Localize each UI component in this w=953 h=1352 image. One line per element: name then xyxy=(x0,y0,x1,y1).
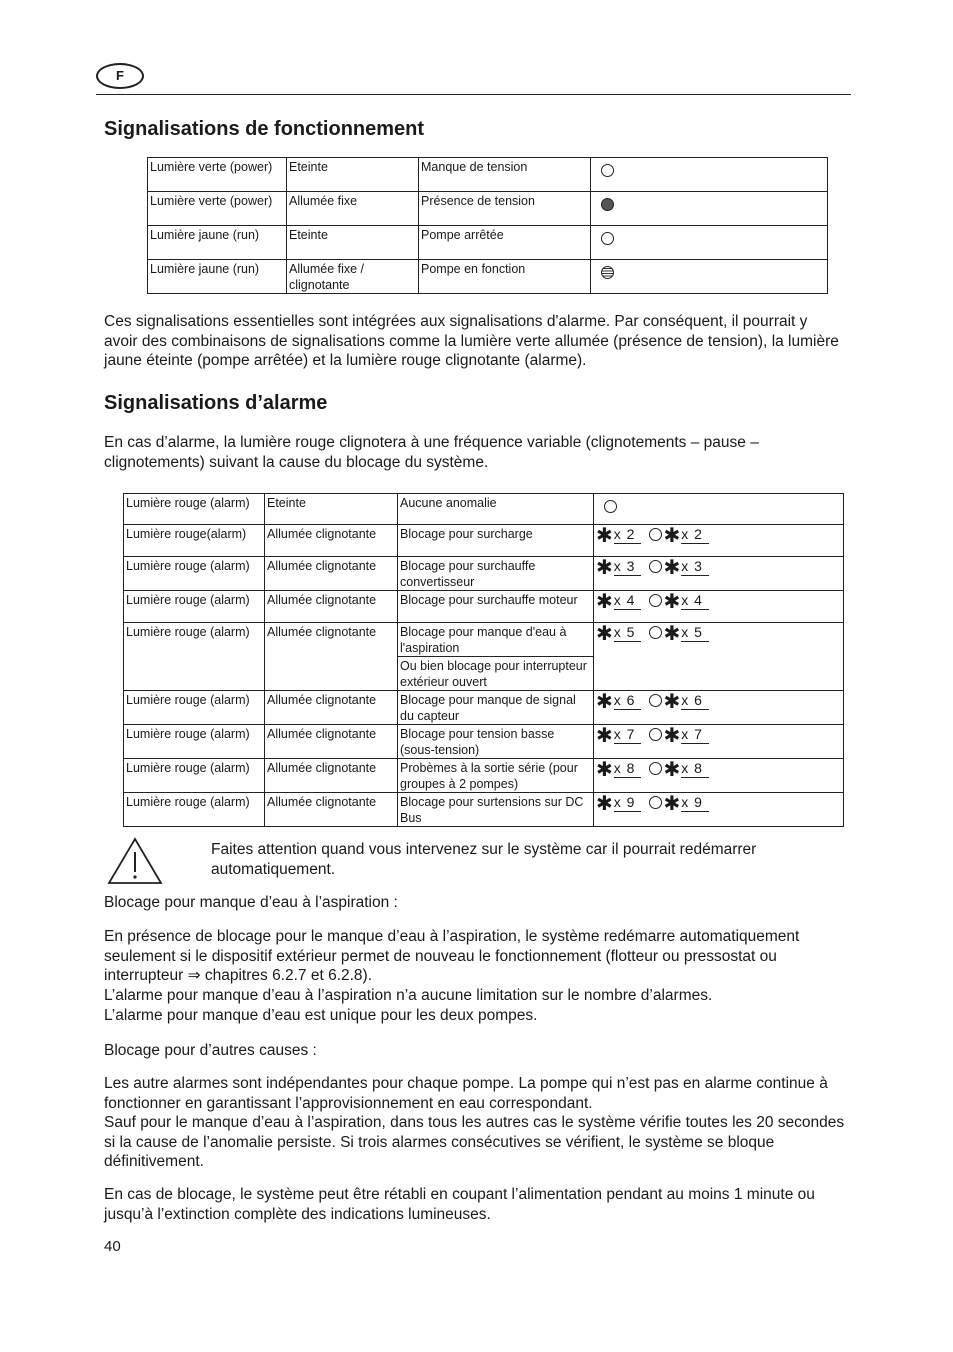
table-row xyxy=(124,557,844,591)
blinking-light-icon: ✱ xyxy=(596,758,614,781)
state-cell: Allumée fixe xyxy=(287,192,419,226)
blink-pattern xyxy=(596,792,717,815)
blink-count: x 4 xyxy=(681,593,709,610)
blink-count: x 4 xyxy=(614,593,642,610)
light-cell: Lumière verte (power) xyxy=(148,158,287,192)
alarm-intro: En cas d’alarme, la lumière rouge clignotera à une fréquence variable (clignotements – pause – clignotements) suivant la cause du blocage du système. xyxy=(104,434,759,471)
indicator-cell xyxy=(594,557,844,591)
section-title-operation: Signalisations de fonctionnement xyxy=(104,118,425,140)
blink-count: x 2 xyxy=(614,527,642,544)
state-cell: Eteinte xyxy=(265,494,398,525)
state-cell: Allumée clignotante xyxy=(265,691,398,725)
table-row xyxy=(148,226,828,260)
table-row xyxy=(148,260,828,294)
meaning-cell: Blocage pour surcharge xyxy=(398,525,594,557)
blink-count: x 6 xyxy=(681,693,709,710)
blink-count: x 7 xyxy=(614,727,642,744)
blink-count: x 7 xyxy=(681,727,709,744)
block-water-heading: Blocage pour manque d’eau à l’aspiration : xyxy=(104,894,398,911)
meaning-cell: Ou bien blocage pour interrupteur extérieur ouvert xyxy=(398,657,594,691)
filled-circle-icon xyxy=(601,198,614,211)
light-cell: Lumière rouge(alarm) xyxy=(124,525,265,557)
meaning-cell: Blocage pour manque d'eau à l'aspiration xyxy=(398,623,594,657)
meaning-cell: Blocage pour surchauffe moteur xyxy=(398,591,594,623)
light-cell: Lumière rouge (alarm) xyxy=(124,759,265,793)
blink-pattern xyxy=(596,724,717,747)
blink-count: x 3 xyxy=(614,559,642,576)
blinking-light-icon: ✱ xyxy=(663,556,682,579)
meaning-cell: Blocage pour surtensions sur DC Bus xyxy=(398,793,594,827)
block-other-paragraph-2: Sauf pour le manque d’eau à l’aspiration, dans tous les autres cas le système vérifie toutes les 20 secondes si la cause de l’anomalie persiste. Si trois alarmes consécutives se vérifient, le système se bloque définitivement. xyxy=(104,1114,845,1170)
table-row xyxy=(124,793,844,827)
integration-paragraph: Ces signalisations essentielles sont intégrées aux signalisations d'alarme. Par conséquent, il pourrait y avoir des combinaisons de signalisations comme la lumière verte allumée (présence de tension), la lumière jaune éteinte (pompe arrêtée) et la lumière rouge clignotante (alarme). xyxy=(104,313,839,369)
block-water-paragraph-3: L’alarme pour manque d’eau est unique pour les deux pompes. xyxy=(104,1007,538,1024)
meaning-cell: Pompe en fonction xyxy=(419,260,591,294)
blink-pattern xyxy=(596,622,717,645)
light-cell: Lumière rouge (alarm) xyxy=(124,494,265,525)
empty-circle-icon xyxy=(601,164,614,177)
state-cell: Allumée clignotante xyxy=(265,623,398,691)
meaning-cell: Probèmes à la sortie série (pour groupes à 2 pompes) xyxy=(398,759,594,793)
blink-pattern xyxy=(596,758,717,781)
state-cell: Allumée clignotante xyxy=(265,759,398,793)
pause-circle-icon xyxy=(649,796,662,809)
blinking-light-icon: ✱ xyxy=(663,758,682,781)
meaning-cell: Blocage pour surchauffe convertisseur xyxy=(398,557,594,591)
blink-pattern xyxy=(596,690,717,713)
state-cell: Allumée clignotante xyxy=(265,557,398,591)
reset-paragraph: En cas de blocage, le système peut être rétabli en coupant l’alimentation pendant au moins 1 minute ou jusqu’à l’extinction complète des indications lumineuses. xyxy=(104,1186,815,1223)
page-number: 40 xyxy=(104,1238,121,1255)
blinking-light-icon: ✱ xyxy=(663,724,682,747)
pause-circle-icon xyxy=(649,528,662,541)
meaning-cell: Aucune anomalie xyxy=(398,494,594,525)
blink-count: x 9 xyxy=(614,795,642,812)
blinking-light-icon: ✱ xyxy=(663,792,682,815)
blinking-light-icon: ✱ xyxy=(596,590,614,613)
table-row xyxy=(124,759,844,793)
hatched-circle-icon xyxy=(601,266,614,279)
empty-circle-icon xyxy=(604,500,617,513)
section-title-alarm: Signalisations d’alarme xyxy=(104,392,328,414)
light-cell: Lumière rouge (alarm) xyxy=(124,691,265,725)
blinking-light-icon: ✱ xyxy=(596,792,614,815)
state-cell: Eteinte xyxy=(287,158,419,192)
light-cell: Lumière verte (power) xyxy=(148,192,287,226)
blink-count: x 8 xyxy=(681,761,709,778)
blink-count: x 5 xyxy=(681,625,709,642)
light-cell: Lumière rouge (alarm) xyxy=(124,557,265,591)
blink-count: x 6 xyxy=(614,693,642,710)
indicator-cell xyxy=(594,725,844,759)
block-water-paragraph-1: En présence de blocage pour le manque d’eau à l’aspiration, le système redémarre automatiquement seulement si le dispositif extérieur permet de nouveau le fonctionnement (flotteur ou pressostat ou interrupteur ⇒ chapitres 6.2.7 et 6.2.8). xyxy=(104,928,800,984)
pause-circle-icon xyxy=(649,626,662,639)
light-cell: Lumière rouge (alarm) xyxy=(124,623,265,691)
light-cell: Lumière rouge (alarm) xyxy=(124,793,265,827)
language-badge: F xyxy=(96,63,144,89)
meaning-cell: Blocage pour tension basse (sous-tension) xyxy=(398,725,594,759)
blink-count: x 5 xyxy=(614,625,642,642)
empty-circle-icon xyxy=(601,232,614,245)
meaning-cell: Manque de tension xyxy=(419,158,591,192)
meaning-cell: Présence de tension xyxy=(419,192,591,226)
state-cell: Allumée fixe / clignotante xyxy=(287,260,419,294)
blink-pattern xyxy=(596,590,717,613)
block-water-paragraph-2: L’alarme pour manque d’eau à l’aspiration n’a aucune limitation sur le nombre d’alarmes. xyxy=(104,987,713,1004)
blinking-light-icon: ✱ xyxy=(663,690,682,713)
indicator-cell xyxy=(591,260,828,294)
warning-triangle-icon xyxy=(106,836,164,886)
state-cell: Allumée clignotante xyxy=(265,793,398,827)
indicator-cell xyxy=(591,158,828,192)
light-cell: Lumière rouge (alarm) xyxy=(124,591,265,623)
table-row xyxy=(124,525,844,557)
blink-count: x 8 xyxy=(614,761,642,778)
indicator-cell xyxy=(594,591,844,623)
operation-signals-table xyxy=(147,157,828,294)
alarm-signals-table xyxy=(123,493,844,827)
meaning-cell: Pompe arrêtée xyxy=(419,226,591,260)
pause-circle-icon xyxy=(649,594,662,607)
pause-circle-icon xyxy=(649,560,662,573)
blink-count: x 9 xyxy=(681,795,709,812)
blinking-light-icon: ✱ xyxy=(596,524,614,547)
state-cell: Allumée clignotante xyxy=(265,525,398,557)
indicator-cell xyxy=(594,494,844,525)
blink-count: x 3 xyxy=(681,559,709,576)
meaning-cell: Blocage pour manque de signal du capteur xyxy=(398,691,594,725)
table-row xyxy=(148,158,828,192)
state-cell: Allumée clignotante xyxy=(265,591,398,623)
indicator-cell xyxy=(591,226,828,260)
table-row xyxy=(124,494,844,525)
blinking-light-icon: ✱ xyxy=(596,556,614,579)
blinking-light-icon: ✱ xyxy=(663,590,682,613)
table-row xyxy=(124,691,844,725)
indicator-cell xyxy=(594,691,844,725)
indicator-cell xyxy=(594,759,844,793)
indicator-cell xyxy=(594,793,844,827)
blinking-light-icon: ✱ xyxy=(596,622,614,645)
light-cell: Lumière rouge (alarm) xyxy=(124,725,265,759)
blink-pattern xyxy=(596,524,717,547)
light-cell: Lumière jaune (run) xyxy=(148,226,287,260)
indicator-cell xyxy=(591,192,828,226)
table-row xyxy=(124,591,844,623)
blinking-light-icon: ✱ xyxy=(663,622,682,645)
state-cell: Eteinte xyxy=(287,226,419,260)
table-row xyxy=(124,623,844,657)
header-rule xyxy=(96,94,851,95)
table-row xyxy=(124,725,844,759)
pause-circle-icon xyxy=(649,728,662,741)
pause-circle-icon xyxy=(649,762,662,775)
block-other-heading: Blocage pour d’autres causes : xyxy=(104,1042,317,1059)
blink-count: x 2 xyxy=(681,527,709,544)
block-other-paragraph-1: Les autre alarmes sont indépendantes pour chaque pompe. La pompe qui n’est pas en alarme continue à fonctionner en garantissant l’approvisionnement en eau correspondant. xyxy=(104,1075,828,1112)
blink-pattern xyxy=(596,556,717,579)
blinking-light-icon: ✱ xyxy=(596,724,614,747)
warning-text: Faites attention quand vous intervenez sur le système car il pourrait redémarrer automatiquement. xyxy=(211,841,757,878)
state-cell: Allumée clignotante xyxy=(265,725,398,759)
blinking-light-icon: ✱ xyxy=(663,524,682,547)
indicator-cell xyxy=(594,525,844,557)
indicator-cell xyxy=(594,623,844,691)
light-cell: Lumière jaune (run) xyxy=(148,260,287,294)
table-row xyxy=(148,192,828,226)
blinking-light-icon: ✱ xyxy=(596,690,614,713)
pause-circle-icon xyxy=(649,694,662,707)
